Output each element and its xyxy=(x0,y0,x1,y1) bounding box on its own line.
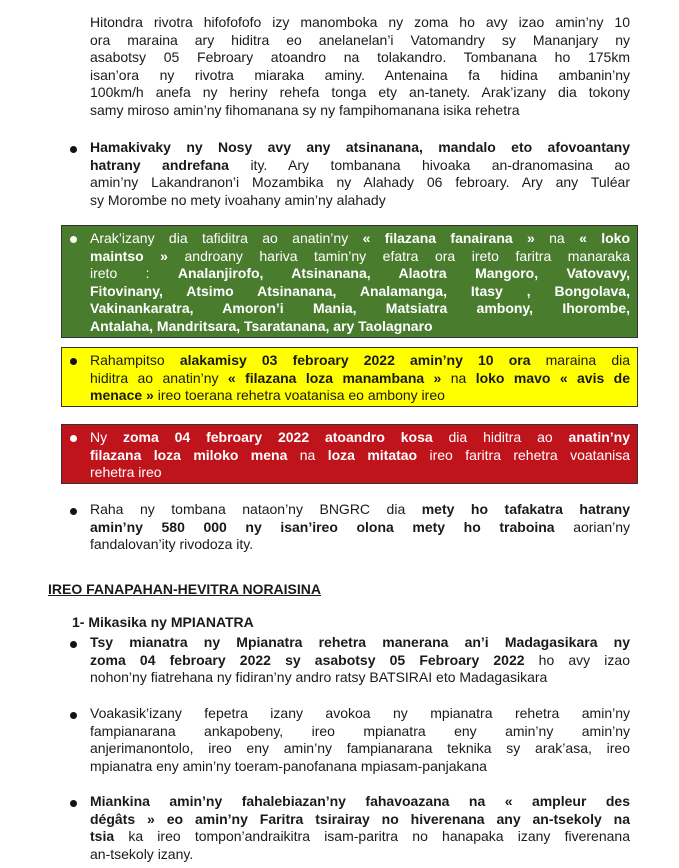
bullet-bold-text: Hamakivaky ny Nosy avy any atsinanana, mandalo eto afovoantany xyxy=(90,139,630,155)
box-text: rehetra ireo xyxy=(90,464,162,480)
box-text: na xyxy=(287,446,328,463)
box-bold-text: Antalaha, Mandritsara, Tsaratanana, ary Taolagnaro xyxy=(90,317,433,334)
bullet-bold-text: dégâts » eo amin’ny Faritra tsirairay no hiverenana any an-tsekoly na xyxy=(90,810,630,827)
bullet-text: ka ireo tompon’andraikitra isam-paritra no hanapaka izany fiverenana xyxy=(114,828,630,844)
box-text: maraina dia xyxy=(530,352,631,368)
bullet-text: Voakasik’izany fepetra izany avokoa ny mpianatra rehetra amin’ny xyxy=(90,705,630,721)
bullet-text: ho avy izao xyxy=(524,651,630,668)
box-bold-text: maintso » xyxy=(90,247,168,264)
bullet-text: aorian’ny xyxy=(554,518,631,535)
box-bold-text: Fitovinany, Atsimo Atsinanana, Analamanga, Itasy , Bongolava, xyxy=(90,282,630,299)
bullet-dot xyxy=(70,435,77,442)
intro-paragraph xyxy=(90,14,630,119)
bullet-dot xyxy=(70,800,77,807)
bullet-levels xyxy=(90,705,630,775)
box-text: hiditra ao anatin’ny xyxy=(90,369,228,386)
bullet-bold-text: mety ho tafakatra hatrany xyxy=(421,501,630,517)
bullet-mozambique xyxy=(90,139,630,209)
bullet-bngrc xyxy=(90,501,630,554)
intro-line: samy miroso amin’ny fihomanana sy ny fampihomanana isika rehetra xyxy=(90,101,520,118)
box-bold-text: loza mitatao xyxy=(327,446,418,463)
bullet-text: amin’ny Lakandranon’i Mozambika ny Alahady 06 febroary. Ary any Tuléar xyxy=(90,174,630,190)
bullet-dot xyxy=(70,236,77,243)
box-bold-text: « loko xyxy=(579,230,630,246)
bullet-bold-text: zoma 04 febroary 2022 sy asabotsy 05 Febroary 2022 xyxy=(90,651,525,668)
bullet-bold-text: Miankina amin’ny fahalebiazan’ny fahavoazana na « ampleur des xyxy=(90,793,630,809)
bullet-text: sy Morombe no mety ivoahany amin’ny alahady xyxy=(90,191,386,208)
red-alert-box xyxy=(61,424,638,484)
subsection-title: 1- Mikasika ny MPIANATRA xyxy=(72,614,254,630)
box-text: androany hariva tamin’ny efatra ora ireto faritra manaraka xyxy=(167,247,630,264)
bullet-bold-text: amin’ny 580 000 ny isan’ireo olona mety ho traboina xyxy=(90,518,555,535)
bullet-dot xyxy=(70,641,77,648)
bullet-text: Raha ny tombana nataon’ny BNGRC dia xyxy=(90,501,422,517)
section-title: IREO FANAPAHAN-HEVITRA NORAISINA xyxy=(48,581,322,597)
bullet-school-closed xyxy=(90,634,630,687)
box-bold-text: Analanjirofo, Atsinanana, Alaotra Mangoro, Vatovavy, xyxy=(177,265,631,281)
box-text: ireo toerana rehetra voatanisa eo ambony ireo xyxy=(153,387,445,403)
box-text: ireto : xyxy=(90,265,178,281)
box-text: ireo faritra rehetra voatanisa xyxy=(417,446,631,463)
box-bold-text: anatin’ny xyxy=(568,429,630,445)
box-text: dia hiditra ao xyxy=(432,429,569,445)
bullet-dot xyxy=(70,146,77,153)
bullet-text: fampianarana ankapobeny, ireo mpianatra eny amin’ny amin’ny xyxy=(90,722,630,739)
bullet-bold-text: tsia xyxy=(90,828,115,844)
yellow-alert-box xyxy=(61,347,638,407)
bullet-text: ity. Ary tombanana hivoaka an-dranomasina ao xyxy=(228,156,630,173)
bullet-bold-text: hatrany andrefana xyxy=(90,156,229,173)
box-bold-text: alakamisy 03 febroary 2022 amin’ny 10 ora xyxy=(179,352,531,368)
intro-line: ora maraina ary hiditra eo anelanelan’i Vatomandry sy Mananjary ny xyxy=(90,31,630,48)
box-bold-text: zoma 04 febroary 2022 atoandro kosa xyxy=(122,429,433,445)
green-alert-box xyxy=(61,225,638,338)
box-bold-text: loko mavo « avis de xyxy=(475,369,630,386)
box-bold-text: filazana loza miloko mena xyxy=(90,446,288,463)
intro-line: isan’ora ny rivotra miaraka aminy. Antenaina fa hidina ambanin’ny xyxy=(90,66,630,83)
bullet-dot xyxy=(70,712,77,719)
box-bold-text: « filazana loza manambana » xyxy=(227,369,442,386)
bullet-bold-text: Tsy mianatra ny Mpianatra rehetra manerana an’i Madagasikara ny xyxy=(90,634,630,650)
bullet-text: mpianatra eny amin’ny toeram-panofanana mpiasam-panjakana xyxy=(90,757,487,774)
box-text: Rahampitso xyxy=(90,352,180,368)
bullet-schedule xyxy=(90,793,630,863)
box-text: Arak’izany dia tafiditra ao anatin’ny xyxy=(90,230,349,246)
box-text: na xyxy=(534,230,580,246)
box-bold-text: Vakinankaratra, Amoron’i Mania, Matsiatra ambony, Ihorombe, xyxy=(90,300,630,316)
box-bold-text: « filazana fanairana » xyxy=(362,230,535,246)
intro-line: asabotsy 05 Febroary atoandro na tolakandro. Tombanana ho 175km xyxy=(90,49,630,65)
bullet-text: nohon’ny fiatrehana ny fidiran’ny andro ratsy BATSIRAI eto Madagasikara xyxy=(90,669,548,685)
bullet-dot xyxy=(70,358,77,365)
box-text: na xyxy=(441,369,476,386)
intro-line: 100km/h anefa ny heriny rehefa tonga ety an-tanety. Arak’izany dia tokony xyxy=(90,84,630,100)
box-bold-text: menace » xyxy=(90,387,154,403)
bullet-text: anjerimanontolo, ireo eny amin’ny fampianarana teknika sy arak’asa, ireo xyxy=(90,740,630,756)
bullet-text: an-tsekoly izany. xyxy=(90,845,194,862)
intro-line: Hitondra rivotra hifofofofo izy manomboka ny zoma ho avy izao amin’ny 10 xyxy=(90,14,630,30)
bullet-dot xyxy=(70,508,77,515)
bullet-text: fandalovan’ity rivodoza ity. xyxy=(90,536,254,552)
box-text: Ny xyxy=(90,429,123,445)
